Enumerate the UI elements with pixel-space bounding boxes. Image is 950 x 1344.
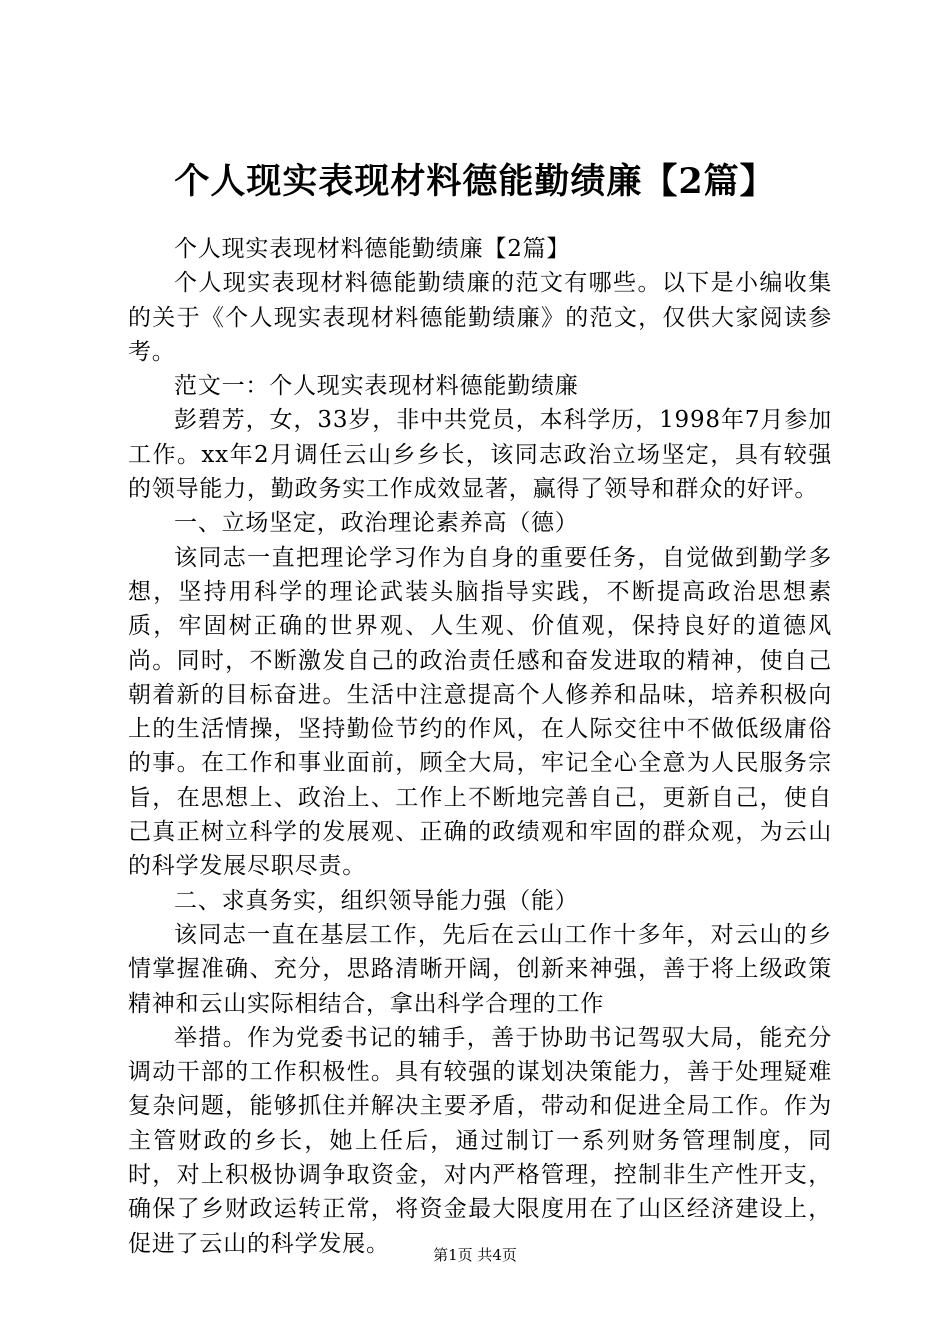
page-number-footer: 第1页 共4页 [433,1246,517,1264]
paragraph-profile: 彭碧芳，女，33岁，非中共党员，本科学历，1998年7月参加工作。xx年2月调任云山乡乡长，该同志政治立场坚定，具有较强的领导能力，勤政务实工作成效显著，赢得了领导和群众的好评。 [128,407,832,503]
paragraph-sample-heading: 范文一：个人现实表现材料德能勤绩廉 [174,373,579,400]
paragraph-intro: 个人现实表现材料德能勤绩廉的范文有哪些。以下是小编收集的关于《个人现实表现材料德能勤绩廉》的范文，仅供大家阅读参考。 [128,270,832,365]
document-title: 个人现实表现材料德能勤绩廉【2篇】 [174,161,776,202]
paragraph-ability: 该同志一直在基层工作，先后在云山工作十多年，对云山的乡情掌握准确、充分，思路清晰开阔，创新来神强，善于将上级政策精神和云山实际相结合，拿出科学合理的工作 [128,921,832,1017]
paragraph-subtitle: 个人现实表现材料德能勤绩廉【2篇】 [174,236,571,262]
section-heading-morality: 一、立场坚定，政治理论素养高（德） [174,510,579,537]
document-body [128,232,832,1261]
paragraph-measures: 举措。作为党委书记的辅手，善于协助书记驾驭大局，能充分调动干部的工作积极性。具有较强的谋划决策能力，善于处理疑难复杂问题，能够抓住并解决主要矛盾，带动和促进全局工作。作为主管财政的乡长，她上任后，通过制订一系列财务管理制度，同时，对上积极协调争取资金，对内严格管理，控制非生产性开支，确保了乡财政运转正常，将资金最大限度用在了山区经济建设上，促进了云山的科学发展。 [128,1024,832,1257]
paragraph-morality: 该同志一直把理论学习作为自身的重要任务，自觉做到勤学多想，坚持用科学的理论武装头脑指导实践，不断提高政治思想素质，牢固树正确的世界观、人生观、价值观，保持良好的道德风尚。同时，不断激发自己的政治责任感和奋发进取的精神，使自己朝着新的目标奋进。生活中注意提高个人修养和品味，培养积极向上的生活情操，坚持勤俭节约的作风，在人际交往中不做低级庸俗的事。在工作和事业面前，顾全大局，牢记全心全意为人民服务宗旨，在思想上、政治上、工作上不断地完善自己，更新自己，使自己真正树立科学的发展观、正确的政绩观和牢固的群众观，为云山的科学发展尽职尽责。 [128,544,832,880]
section-heading-ability: 二、求真务实，组织领导能力强（能） [174,887,579,914]
